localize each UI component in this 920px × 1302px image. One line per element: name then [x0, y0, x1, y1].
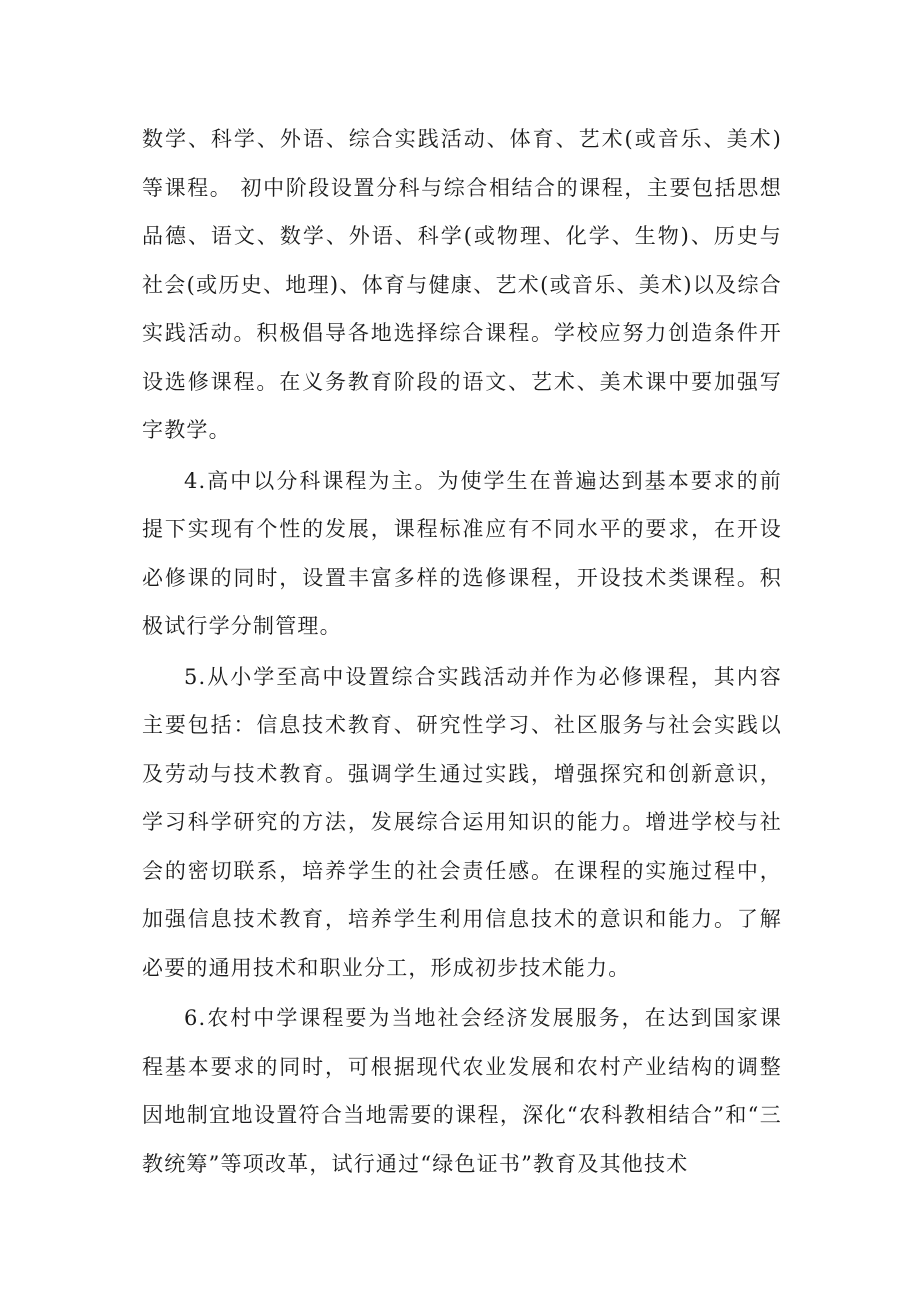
paragraph-item-6: 6.农村中学课程要为当地社会经济发展服务，在达到国家课程基本要求的同时，可根据现代农业发展和农村产业结构的调整因地制宜地设置符合当地需要的课程，深化“农科教相结合”和“三教统筹”等项改革，试行通过“绿色证书”教育及其他技术	[142, 1006, 782, 1176]
document-body	[142, 115, 782, 1190]
paragraph-item-4: 4.高中以分科课程为主。为使学生在普遍达到基本要求的前提下实现有个性的发展，课程标准应有不同水平的要求，在开设必修课的同时，设置丰富多样的选修课程，开设技术类课程。积极试行学分制管理。	[142, 468, 782, 638]
paragraph-item-5: 5.从小学至高中设置综合实践活动并作为必修课程，其内容主要包括：信息技术教育、研究性学习、社区服务与社会实践以及劳动与技术教育。强调学生通过实践，增强探究和创新意识，学习科学研究的方法，发展综合运用知识的能力。增进学校与社会的密切联系，培养学生的社会责任感。在课程的实施过程中，加强信息技术教育，培养学生利用信息技术的意识和能力。了解必要的通用技术和职业分工，形成初步技术能力。	[142, 664, 782, 980]
paragraph-continuation: 数学、科学、外语、综合实践活动、体育、艺术(或音乐、美术)等课程。 初中阶段设置分科与综合相结合的课程，主要包括思想品德、语文、数学、外语、科学(或物理、化学、生物)、历史与社会(或历史、地理)、体育与健康、艺术(或音乐、美术)以及综合实践活动。积极倡导各地选择综合课程。学校应努力创造条件开设选修课程。在义务教育阶段的语文、艺术、美术课中要加强写字教学。	[142, 127, 782, 442]
